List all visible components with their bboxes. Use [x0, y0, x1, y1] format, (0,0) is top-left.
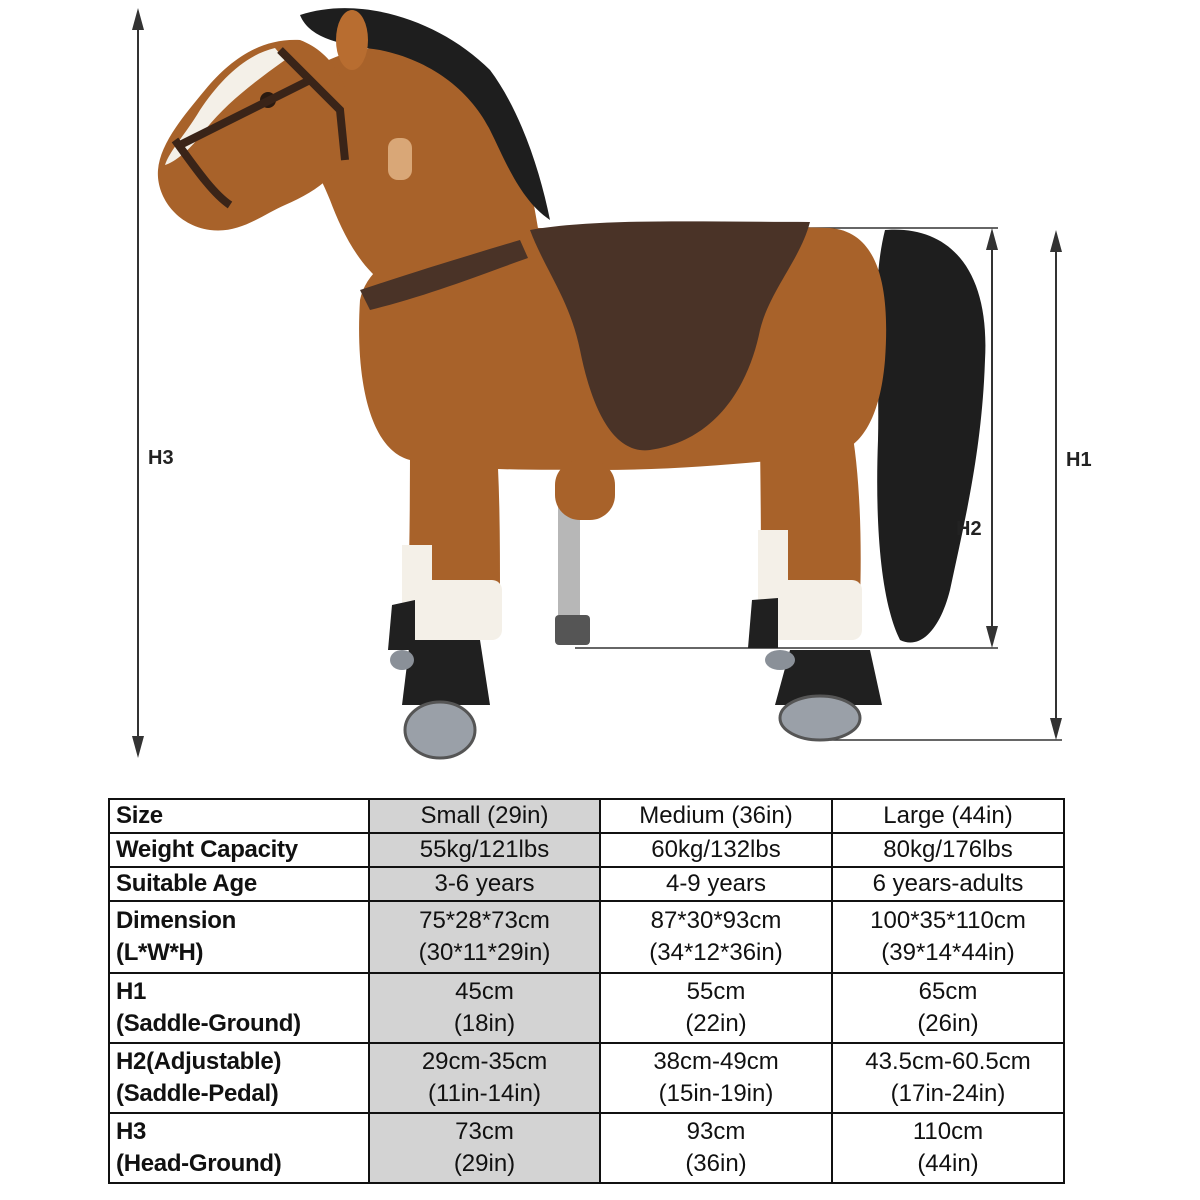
cell-line: (39*14*44in) [881, 939, 1015, 966]
row-label-line: Suitable Age [116, 870, 257, 897]
h3-dimension-line [132, 8, 144, 758]
row-label [109, 833, 369, 867]
cell-line: 3-6 years [434, 870, 535, 897]
cell-line: 43.5cm-60.5cm [865, 1048, 1031, 1075]
cell-line: 60kg/132lbs [651, 836, 781, 863]
cell-line: 80kg/176lbs [883, 836, 1013, 863]
cell-line: (18in) [453, 1010, 516, 1037]
header-medium: Medium (36in) [600, 799, 832, 833]
cell-line: 45cm [455, 978, 514, 1005]
table-header-row [109, 799, 1064, 833]
knee [555, 460, 615, 520]
rear-back-sock [758, 530, 788, 600]
row-label-line: Dimension [116, 907, 236, 934]
row-label-line: H3 [116, 1118, 147, 1145]
cell-line: (22in) [685, 1010, 747, 1037]
row-label-line: (Saddle-Pedal) [116, 1080, 279, 1107]
header-size: Size [109, 799, 369, 833]
cell-line: (26in) [917, 1010, 979, 1037]
cell-line: 75*28*73cm [419, 907, 550, 934]
h3-label: H3 [148, 447, 174, 469]
cell-line: (29in) [453, 1150, 516, 1177]
cell-line: 100*35*110cm [870, 907, 1026, 934]
ear [336, 10, 368, 70]
front-hoof [402, 640, 490, 705]
cell-line: 110cm [912, 1118, 984, 1145]
cell-large [832, 1113, 1064, 1183]
header-large: Large (44in) [832, 799, 1064, 833]
cell-large [832, 833, 1064, 867]
cell-line: (36in) [685, 1150, 747, 1177]
cell-line: (17in-24in) [890, 1080, 1006, 1107]
row-label-line: H1 [116, 978, 147, 1005]
table-row [109, 1043, 1064, 1113]
row-label [109, 1113, 369, 1183]
rear-back-wheel [765, 650, 795, 670]
cell-medium [600, 833, 832, 867]
size-spec-table [108, 798, 1065, 1184]
row-label [109, 973, 369, 1043]
rear-back-hoof [748, 598, 778, 648]
table-row [109, 1113, 1064, 1183]
front-back-wheel [390, 650, 414, 670]
cell-medium [600, 901, 832, 973]
cell-small [369, 867, 600, 901]
cell-line: (15in-19in) [658, 1080, 774, 1107]
cell-medium [600, 973, 832, 1043]
pedal [555, 615, 590, 645]
pedal-bracket [558, 505, 580, 615]
header-small: Small (29in) [369, 799, 600, 833]
rear-wheel [780, 696, 860, 740]
table-row [109, 867, 1064, 901]
table-row [109, 901, 1064, 973]
cell-small [369, 901, 600, 973]
row-label-line: (L*W*H) [116, 939, 204, 966]
table-row [109, 973, 1064, 1043]
row-label [109, 901, 369, 973]
cell-small [369, 1043, 600, 1113]
cell-medium [600, 867, 832, 901]
cell-line: 38cm-49cm [653, 1048, 779, 1075]
cell-line: 73cm [455, 1118, 514, 1145]
cell-large [832, 867, 1064, 901]
front-back-sock [402, 545, 432, 600]
row-label-line: (Saddle-Ground) [116, 1010, 301, 1037]
cell-small [369, 833, 600, 867]
row-label-line: (Head-Ground) [116, 1150, 282, 1177]
cell-small [369, 973, 600, 1043]
row-label-line: Weight Capacity [116, 836, 298, 863]
cell-line: (44in) [917, 1150, 979, 1177]
cell-large [832, 901, 1064, 973]
cell-medium [600, 1043, 832, 1113]
cell-line: (34*12*36in) [649, 939, 783, 966]
h1-label: H1 [1066, 449, 1092, 471]
cell-line: 6 years-adults [872, 870, 1024, 897]
cell-line: 55cm [686, 978, 746, 1005]
cell-line: 65cm [918, 978, 978, 1005]
h2-label: H2 [956, 518, 982, 540]
cell-small [369, 1113, 600, 1183]
table-row [109, 833, 1064, 867]
cell-large [832, 1043, 1064, 1113]
cell-line: 4-9 years [665, 870, 767, 897]
cell-line: (30*11*29in) [418, 939, 551, 966]
cell-line: 87*30*93cm [650, 907, 782, 934]
row-label-line: H2(Adjustable) [116, 1048, 282, 1075]
handle [388, 138, 412, 180]
tail [877, 230, 986, 643]
cell-large [832, 973, 1064, 1043]
cell-line: 55kg/121lbs [419, 836, 550, 863]
cell-line: 29cm-35cm [421, 1048, 548, 1075]
row-label [109, 1043, 369, 1113]
cell-medium [600, 1113, 832, 1183]
front-wheel [405, 702, 475, 758]
cell-line: 93cm [686, 1118, 746, 1145]
cell-line: (11in-14in) [428, 1080, 541, 1107]
row-label [109, 867, 369, 901]
